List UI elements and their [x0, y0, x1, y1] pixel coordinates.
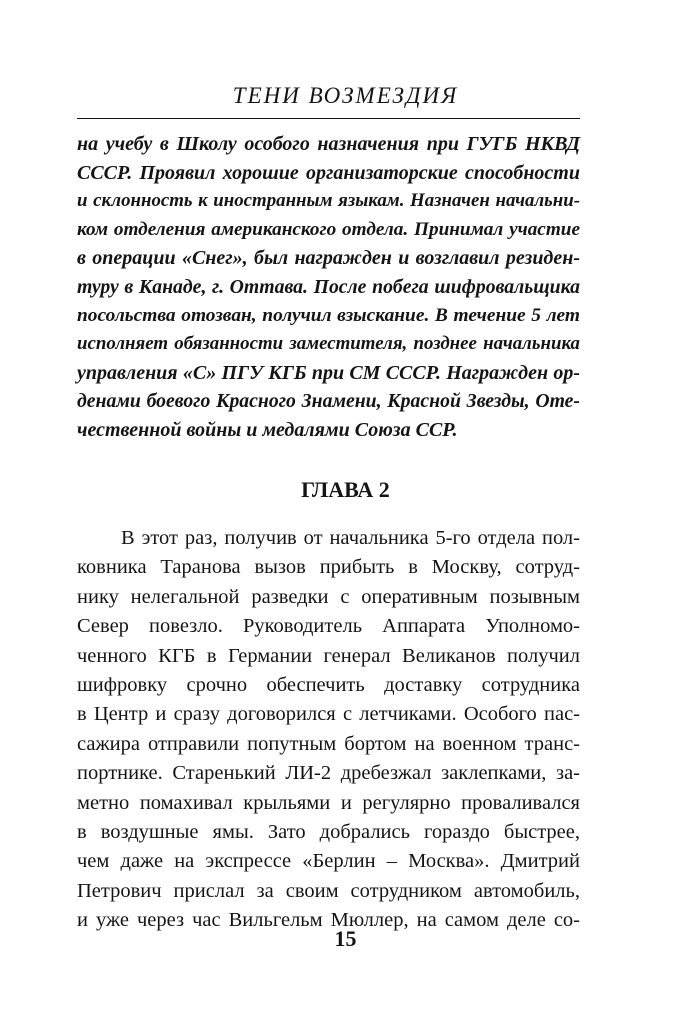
- dossier-line: на учебу в Школу особого назначения при ГУГБ НКВД: [77, 133, 580, 155]
- dossier-paragraph: [77, 130, 580, 445]
- body-line: ковника Таранова вызов прибыть в Москву, сотруд-: [77, 556, 580, 579]
- dossier-line: в операции «Снег», был награжден и возглавил резиден-: [77, 247, 580, 270]
- running-head: ТЕНИ ВОЗМЕЗДИЯ: [232, 83, 459, 108]
- dossier-line: чественной войны и медалями Союза ССР.: [77, 418, 458, 441]
- body-line: метно помахивал крыльями и регулярно проваливался: [77, 791, 580, 814]
- page-number: 15: [334, 926, 357, 951]
- body-line: ченного КГБ в Германии генерал Великанов получил: [77, 644, 580, 667]
- dossier-line: СССР. Проявил хорошие организаторские способности: [77, 161, 580, 184]
- body-line: в Центр и сразу договорился с летчиками. Особого пас-: [77, 703, 580, 726]
- body-line: портнике. Старенький ЛИ-2 дребезжал заклепками, за-: [77, 762, 580, 785]
- dossier-line: исполняет обязанности заместителя, позднее начальника: [77, 333, 580, 355]
- body-line: Петрович прислал за своим сотрудником автомобиль,: [77, 879, 580, 902]
- body-line: шифровку срочно обеспечить доставку сотрудника: [77, 674, 580, 697]
- chapter-title: ГЛАВА 2: [301, 477, 390, 502]
- body-line: нику нелегальной разведки с оперативным позывным: [77, 585, 580, 608]
- dossier-line: ком отделения американского отдела. Принимал участие: [77, 218, 580, 240]
- body-line: и уже через час Вильгельм Мюллер, на самом деле со-: [77, 909, 580, 932]
- body-line: Север повезло. Руководитель Аппарата Уполномо-: [77, 615, 580, 638]
- dossier-line: управления «С» ПГУ КГБ при СМ СССР. Награжден ор-: [77, 361, 580, 384]
- body-line: В этот раз, получив от начальника 5-го отдела пол-: [121, 527, 580, 549]
- body-line: чем даже на экспрессе «Берлин – Москва». Дмитрий: [77, 850, 580, 873]
- dossier-line: посольства отозван, получил взыскание. В течение 5 лет: [77, 304, 580, 326]
- header-rule: [77, 118, 580, 119]
- body-line: сажира отправили попутным бортом на военном транс-: [77, 732, 580, 755]
- dossier-line: денами боевого Красного Знамени, Красной Звезды, Оте-: [77, 390, 580, 413]
- dossier-line: туру в Канаде, г. Оттава. После побега шифровальщика: [77, 275, 580, 298]
- dossier-line: и склонность к иностранным языкам. Назначен начальни-: [77, 190, 580, 212]
- body-paragraph: [77, 524, 580, 936]
- body-line: в воздушные ямы. Зато добрались гораздо быстрее,: [77, 821, 580, 844]
